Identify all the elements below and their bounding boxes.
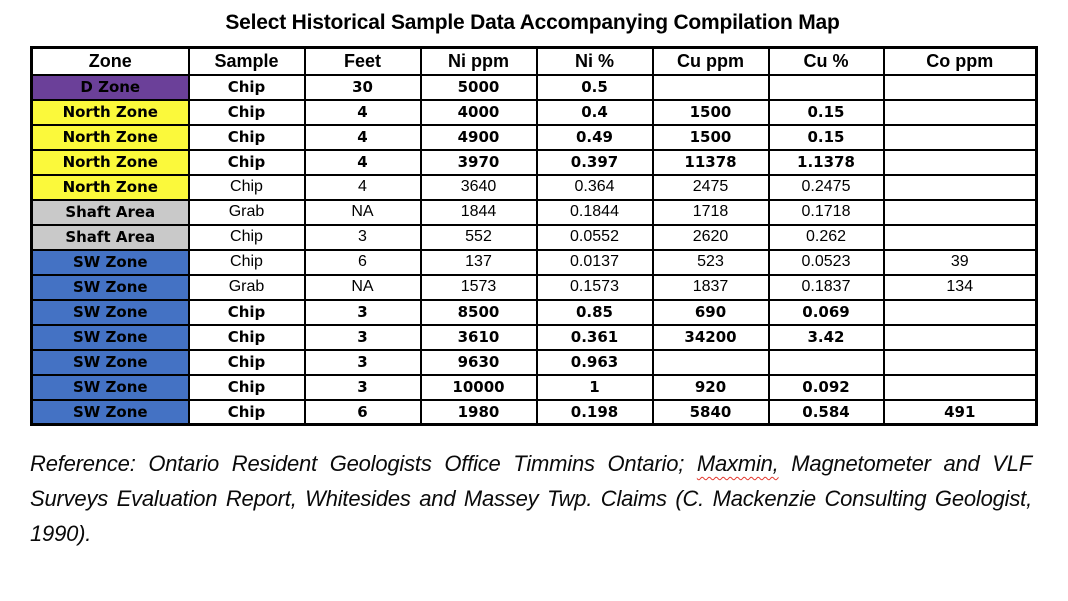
data-cell: 0.4 xyxy=(537,100,653,125)
table-row xyxy=(32,175,1037,200)
data-cell: 3 xyxy=(305,325,421,350)
data-cell: 2620 xyxy=(653,225,769,250)
data-cell: 0.364 xyxy=(537,175,653,200)
data-cell: 0.584 xyxy=(769,400,884,425)
column-header: Ni ppm xyxy=(421,48,537,75)
column-header: Sample xyxy=(189,48,305,75)
data-cell: 4 xyxy=(305,150,421,175)
table-row xyxy=(32,250,1037,275)
data-cell xyxy=(884,175,1037,200)
data-cell: 4 xyxy=(305,175,421,200)
data-cell: 10000 xyxy=(421,375,537,400)
zone-cell: SW Zone xyxy=(32,325,189,350)
data-cell: 0.963 xyxy=(537,350,653,375)
data-cell: 552 xyxy=(421,225,537,250)
table-row xyxy=(32,200,1037,225)
data-cell: Chip xyxy=(189,250,305,275)
table-row xyxy=(32,350,1037,375)
data-cell xyxy=(653,350,769,375)
data-cell: 0.1573 xyxy=(537,275,653,300)
data-cell: 523 xyxy=(653,250,769,275)
data-cell: 3 xyxy=(305,350,421,375)
historical-sample-data-table xyxy=(30,46,1038,426)
zone-cell: North Zone xyxy=(32,150,189,175)
data-cell: 0.198 xyxy=(537,400,653,425)
data-cell: 1844 xyxy=(421,200,537,225)
data-cell: 5000 xyxy=(421,75,537,100)
data-cell: Chip xyxy=(189,125,305,150)
data-cell xyxy=(884,125,1037,150)
data-cell xyxy=(653,75,769,100)
data-cell: 1573 xyxy=(421,275,537,300)
table-row xyxy=(32,75,1037,100)
reference-text-part1: Reference: Ontario Resident Geologists Office Timmins Ontario; xyxy=(30,451,697,476)
data-cell: 1980 xyxy=(421,400,537,425)
zone-cell: North Zone xyxy=(32,125,189,150)
zone-cell: North Zone xyxy=(32,100,189,125)
data-cell: 0.1718 xyxy=(769,200,884,225)
data-cell: 34200 xyxy=(653,325,769,350)
data-cell: 1500 xyxy=(653,100,769,125)
table-row xyxy=(32,300,1037,325)
data-cell: 9630 xyxy=(421,350,537,375)
data-cell xyxy=(884,375,1037,400)
data-cell: 6 xyxy=(305,250,421,275)
data-cell: 920 xyxy=(653,375,769,400)
data-cell: 690 xyxy=(653,300,769,325)
reference-paragraph xyxy=(30,446,1032,551)
data-cell: Chip xyxy=(189,325,305,350)
zone-cell: D Zone xyxy=(32,75,189,100)
zone-cell: SW Zone xyxy=(32,300,189,325)
column-header: Cu % xyxy=(769,48,884,75)
data-cell: NA xyxy=(305,200,421,225)
data-cell: 4900 xyxy=(421,125,537,150)
data-cell: 0.1837 xyxy=(769,275,884,300)
data-cell: 30 xyxy=(305,75,421,100)
data-cell xyxy=(884,225,1037,250)
table-row xyxy=(32,150,1037,175)
data-cell xyxy=(884,100,1037,125)
data-cell xyxy=(769,75,884,100)
data-cell xyxy=(884,75,1037,100)
data-cell: 1 xyxy=(537,375,653,400)
page-title: Select Historical Sample Data Accompanying Compilation Map xyxy=(225,11,840,34)
zone-cell: SW Zone xyxy=(32,350,189,375)
data-cell: Chip xyxy=(189,75,305,100)
data-cell: 0.0137 xyxy=(537,250,653,275)
data-cell: 3610 xyxy=(421,325,537,350)
data-cell: Chip xyxy=(189,150,305,175)
data-cell xyxy=(884,200,1037,225)
data-cell: 137 xyxy=(421,250,537,275)
data-cell: 11378 xyxy=(653,150,769,175)
column-header: Feet xyxy=(305,48,421,75)
zone-cell: SW Zone xyxy=(32,250,189,275)
zone-cell: North Zone xyxy=(32,175,189,200)
misspelled-word: Maxmin, xyxy=(696,451,779,476)
data-cell: Chip xyxy=(189,350,305,375)
table-row xyxy=(32,325,1037,350)
column-header: Zone xyxy=(32,48,189,75)
column-header: Co ppm xyxy=(884,48,1037,75)
data-cell: 0.069 xyxy=(769,300,884,325)
data-cell: 8500 xyxy=(421,300,537,325)
data-cell xyxy=(884,350,1037,375)
table-row xyxy=(32,275,1037,300)
data-cell: 39 xyxy=(884,250,1037,275)
data-cell: 4 xyxy=(305,125,421,150)
reference-text-part2: Magnetometer and VLF Surveys Evaluation Report, Whitesides and Massey Twp. Claims (C. Mackenzie Consulting Geologist, 1990). xyxy=(30,451,1032,546)
data-cell: 0.0523 xyxy=(769,250,884,275)
data-cell: 1500 xyxy=(653,125,769,150)
data-cell: 0.85 xyxy=(537,300,653,325)
data-cell: Chip xyxy=(189,175,305,200)
data-cell: 3.42 xyxy=(769,325,884,350)
table-row xyxy=(32,125,1037,150)
zone-cell: SW Zone xyxy=(32,400,189,425)
data-cell: Chip xyxy=(189,400,305,425)
data-cell: 0.0552 xyxy=(537,225,653,250)
zone-cell: Shaft Area xyxy=(32,225,189,250)
data-cell: 0.1844 xyxy=(537,200,653,225)
data-cell: 1718 xyxy=(653,200,769,225)
data-cell: Chip xyxy=(189,100,305,125)
data-cell: 0.49 xyxy=(537,125,653,150)
data-cell: 3970 xyxy=(421,150,537,175)
data-cell: Grab xyxy=(189,275,305,300)
data-cell: 3640 xyxy=(421,175,537,200)
data-cell: 3 xyxy=(305,300,421,325)
data-cell: 0.5 xyxy=(537,75,653,100)
zone-cell: SW Zone xyxy=(32,275,189,300)
data-cell: 0.15 xyxy=(769,125,884,150)
data-cell xyxy=(884,325,1037,350)
data-cell: 6 xyxy=(305,400,421,425)
column-header: Cu ppm xyxy=(653,48,769,75)
data-cell xyxy=(884,150,1037,175)
table-row xyxy=(32,400,1037,425)
table-row xyxy=(32,100,1037,125)
data-cell: Chip xyxy=(189,300,305,325)
data-cell: Grab xyxy=(189,200,305,225)
data-cell: 0.397 xyxy=(537,150,653,175)
table-body xyxy=(32,75,1037,425)
data-cell: 0.361 xyxy=(537,325,653,350)
data-cell: NA xyxy=(305,275,421,300)
data-cell: 1.1378 xyxy=(769,150,884,175)
data-cell: Chip xyxy=(189,225,305,250)
data-cell: 3 xyxy=(305,375,421,400)
data-cell xyxy=(769,350,884,375)
zone-cell: SW Zone xyxy=(32,375,189,400)
data-cell: 0.092 xyxy=(769,375,884,400)
data-cell: 491 xyxy=(884,400,1037,425)
table-row xyxy=(32,375,1037,400)
data-cell: 5840 xyxy=(653,400,769,425)
data-cell: 2475 xyxy=(653,175,769,200)
data-cell: 4 xyxy=(305,100,421,125)
data-cell: 0.15 xyxy=(769,100,884,125)
data-cell: 3 xyxy=(305,225,421,250)
data-cell: 4000 xyxy=(421,100,537,125)
zone-cell: Shaft Area xyxy=(32,200,189,225)
data-cell: 0.262 xyxy=(769,225,884,250)
column-header: Ni % xyxy=(537,48,653,75)
table-header-row xyxy=(32,48,1037,75)
data-cell: Chip xyxy=(189,375,305,400)
data-cell: 1837 xyxy=(653,275,769,300)
data-cell: 134 xyxy=(884,275,1037,300)
data-cell: 0.2475 xyxy=(769,175,884,200)
data-cell xyxy=(884,300,1037,325)
table-row xyxy=(32,225,1037,250)
